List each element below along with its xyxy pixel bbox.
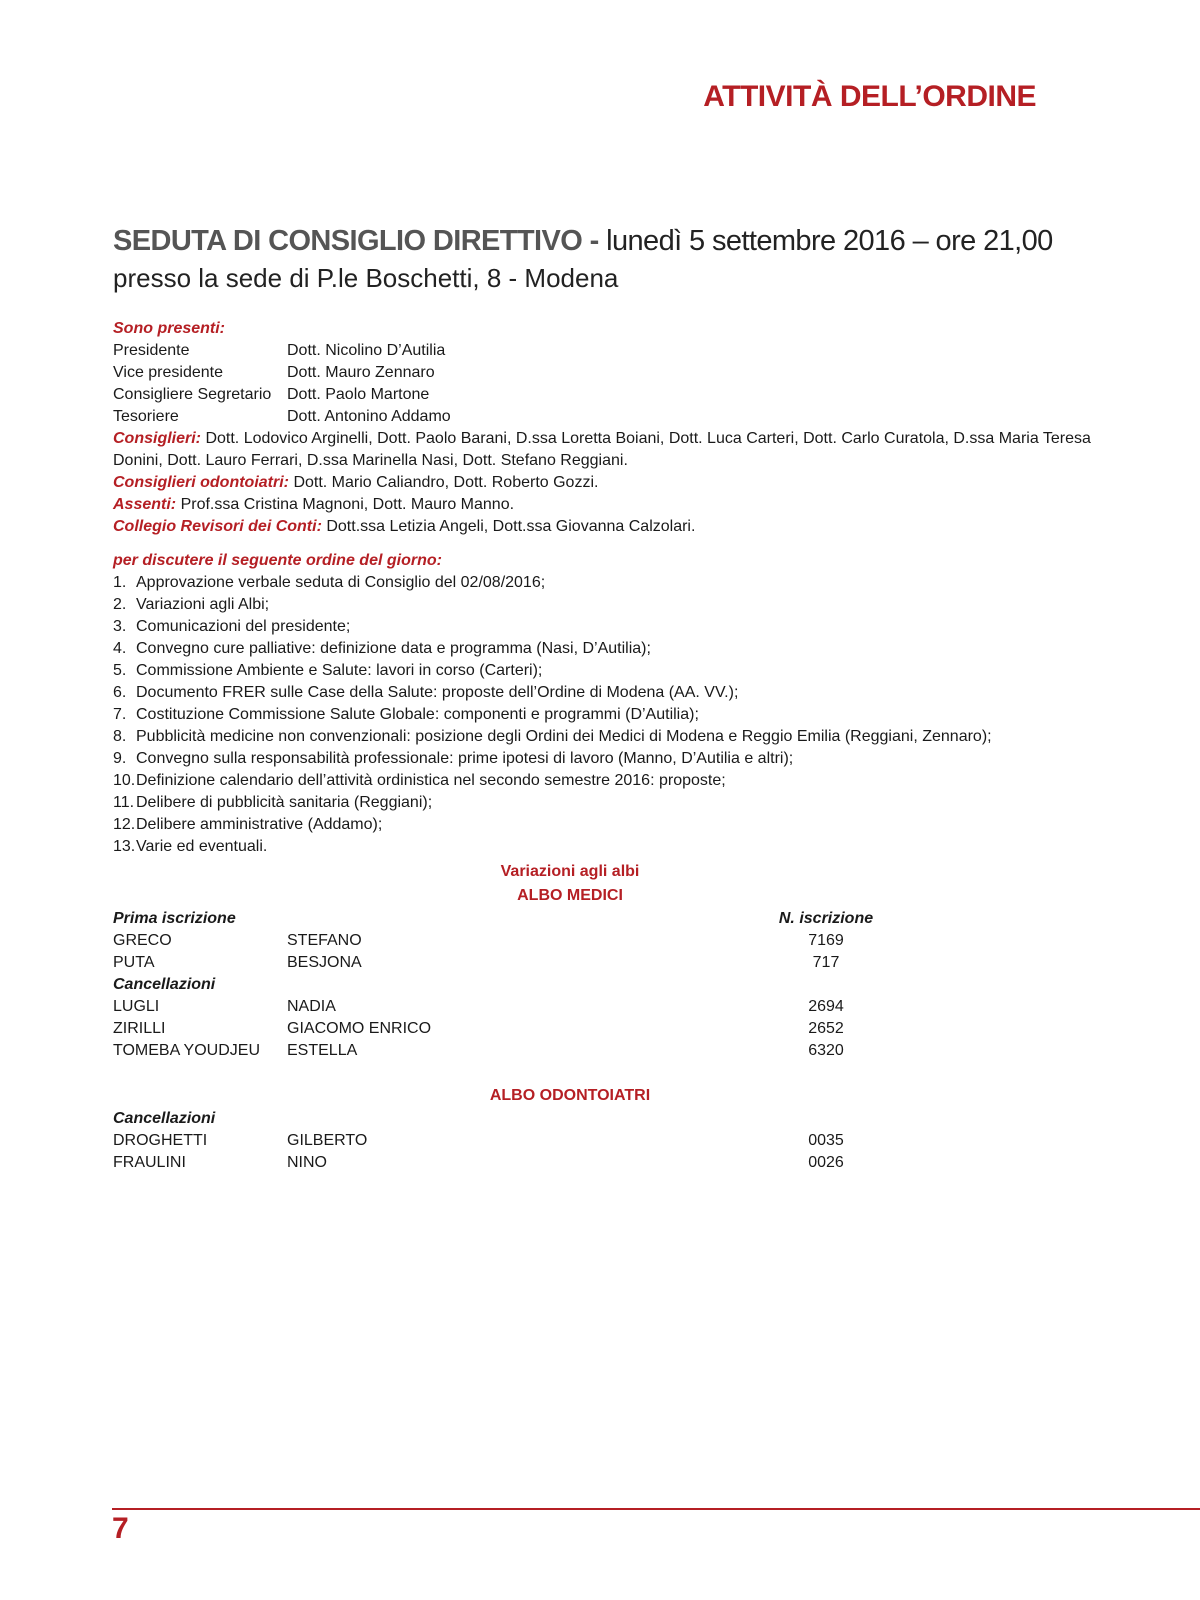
table-row: TOMEBA YOUDJEU ESTELLA 6320 [113, 1042, 844, 1059]
list-item: 5. Commissione Ambiente e Salute: lavori in corso (Carteri); [113, 662, 543, 679]
list-item: 4. Convegno cure palliative: definizione data e programma (Nasi, D’Autilia); [113, 640, 651, 657]
list-item: 11. Delibere di pubblicità sanitaria (Reggiani); [113, 794, 433, 811]
list-item: 3. Comunicazioni del presidente; [113, 618, 351, 635]
list-item: 7. Costituzione Commissione Salute Globale: componenti e programmi (D’Autilia); [113, 706, 699, 723]
presenti-label: Sono presenti: [113, 320, 226, 337]
role-row [113, 340, 1113, 362]
agenda-list [113, 572, 1113, 858]
role-title: Tesoriere [113, 408, 179, 425]
odonto-cancellazioni-label: Cancellazioni [113, 1110, 216, 1127]
agenda-label: per discutere il seguente ordine del giorno: [113, 552, 442, 569]
page-number: 7 [112, 1512, 129, 1545]
roles-list [113, 340, 1113, 428]
footer-divider [112, 1508, 1200, 1510]
albo-medici-title: ALBO MEDICI [517, 887, 623, 904]
table-row: LUGLI NADIA 2694 [113, 998, 844, 1015]
table-row: ZIRILLI GIACOMO ENRICO 2652 [113, 1020, 844, 1037]
revisori-names: Dott.ssa Letizia Angeli, Dott.ssa Giovanna Calzolari. [321, 518, 696, 535]
list-item: 1. Approvazione verbale seduta di Consiglio del 02/08/2016; [113, 574, 546, 591]
list-item: 10. Definizione calendario dell’attività ordinistica nel secondo semestre 2016: proposte; [113, 772, 726, 789]
section-header: ATTIVITÀ DELL’ORDINE [703, 80, 1036, 113]
title-location: presso la sede di P.le Boschetti, 8 - Modena [113, 263, 619, 293]
list-item: 8. Pubblicità medicine non convenzionali: posizione degli Ordini dei Medici di Modena e Reggio Emilia (Reggiani, Zennaro); [113, 728, 992, 745]
table-header [113, 908, 1113, 930]
consiglieri-paragraph [113, 428, 1113, 472]
cancellazioni-label: Cancellazioni [113, 976, 216, 993]
variazioni-title: Variazioni agli albi [500, 863, 640, 880]
odontoiatri-paragraph [113, 472, 1113, 494]
list-item: 13. Varie ed eventuali. [113, 838, 268, 855]
table-row: PUTA BESJONA 717 [113, 954, 840, 971]
role-row [113, 406, 1113, 428]
odontoiatri-names: Dott. Mario Caliandro, Dott. Roberto Gozzi. [289, 474, 599, 491]
title-heading: SEDUTA DI CONSIGLIO DIRETTIVO - [113, 225, 599, 257]
albo-odontoiatri-title: ALBO ODONTOIATRI [489, 1087, 651, 1104]
table-row: GRECO STEFANO 7169 [113, 932, 844, 949]
role-row [113, 362, 1113, 384]
role-row [113, 384, 1113, 406]
prima-iscrizione-label: Prima iscrizione [113, 910, 236, 927]
assenti-label: Assenti: [113, 496, 177, 513]
list-item: 9. Convegno sulla responsabilità professionale: prime ipotesi di lavoro (Manno, D’Autilia e altri); [113, 750, 794, 767]
revisori-paragraph [113, 516, 1113, 538]
role-name: Dott. Nicolino D’Autilia [287, 342, 446, 359]
role-name: Dott. Paolo Martone [287, 386, 430, 403]
odontoiatri-label: Consiglieri odontoiatri: [113, 474, 289, 491]
role-title: Consigliere Segretario [113, 386, 272, 403]
consiglieri-names: Dott. Lodovico Arginelli, Dott. Paolo Barani, D.ssa Loretta Boiani, Dott. Luca Carteri, Dott. Carlo Curatola, D.ssa Maria Teresa Donini, Dott. Lauro Ferrari, D.ssa Marinella Nasi, Dott. Stefano Reggiani. [113, 430, 1091, 469]
role-title: Vice presidente [113, 364, 223, 381]
table-row: DROGHETTI GILBERTO 0035 [113, 1132, 844, 1149]
document-title [113, 222, 1103, 296]
role-name: Dott. Antonino Addamo [287, 408, 451, 425]
list-item: 12. Delibere amministrative (Addamo); [113, 816, 383, 833]
consiglieri-label: Consiglieri: [113, 430, 202, 447]
table-row: FRAULINI NINO 0026 [113, 1154, 844, 1171]
main-content [113, 318, 1113, 1174]
title-date: lunedì 5 settembre 2016 – ore 21,00 [598, 225, 1053, 257]
role-name: Dott. Mauro Zennaro [287, 364, 435, 381]
role-title: Presidente [113, 342, 190, 359]
list-item: 2. Variazioni agli Albi; [113, 596, 270, 613]
list-item: 6. Documento FRER sulle Case della Salute: proposte dell’Ordine di Modena (AA. VV.); [113, 684, 739, 701]
assenti-paragraph [113, 494, 1113, 516]
assenti-names: Prof.ssa Cristina Magnoni, Dott. Mauro Manno. [176, 496, 515, 513]
n-iscrizione-label: N. iscrizione [778, 910, 874, 927]
revisori-label: Collegio Revisori dei Conti: [113, 518, 322, 535]
